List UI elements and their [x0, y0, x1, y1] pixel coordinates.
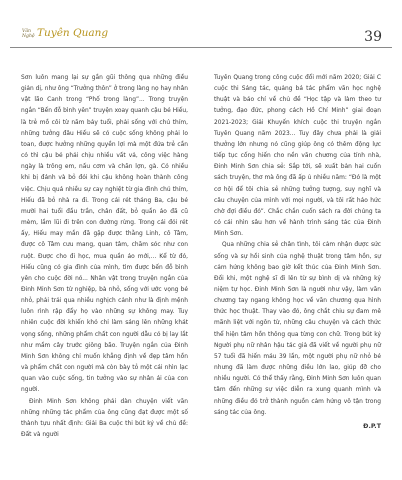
logo-main-text: Tuyên Quang [37, 27, 109, 39]
author-signature: Đ.P.T [363, 422, 381, 430]
logo-small-text: Văn Nghệ [22, 29, 35, 39]
paragraph: Đinh Minh Sơn không phải dàn chuyện viết văn những những tác phẩm của ông cũng đạt được một số thành tựu nhất định: Giải Ba cuộc thi bút ký về chủ đề: Đất và người [21, 398, 188, 438]
magazine-logo [22, 27, 108, 39]
right-column [214, 73, 381, 432]
paragraph: Tuyên Quang trong công cuộc đổi mới năm 2020; Giải C cuộc thi Sáng tác, quảng bá tác phẩm văn học nghệ thuật và báo chí về chủ đề “Học tập và làm theo tư tưởng, đạo đức, phong cách Hồ Chí Minh” giai đoạn 2021-2023; Giải Khuyến khích cuộc thi truyện ngắn Tuyên Quang năm 2023... Tuy đây chưa phải là giải thưởng lớn nhưng nó cũng giúp ông có thêm động lực tiếp tục cống hiến cho nền văn chương của tỉnh nhà, Đinh Minh Sơn chia sẻ: Sắp tới, sẽ xuất bản hai cuốn sách truyện, thơ mà ông đã ấp ủ nhiều năm: “Đó là một cơ hội để tôi chia sẻ những tưởng tượng, suy nghĩ và câu chuyện của mình với mọi người, và tôi rất háo hức chờ đợi điều đó”. Chắc chắn cuốn sách ra đời chúng ta có cái nhìn sâu hơn về hành trình sáng tác của Đinh Minh Sơn. [214, 75, 381, 238]
paragraph: Qua những chia sẻ chân tình, tôi cảm nhận được sức sống và sự hồi sinh của nghệ thuật trong tâm hồn, sự cảm hứng không bao giờ kết thúc của Đinh Minh Sơn. Đối khi, một nghệ sĩ đi lên từ sự bình dị và những kỷ niệm tự học. Đinh Minh Sơn là người như vậy, làm văn chương tay ngang không học về văn chương qua hình thức học thuật. Thay vào đó, ông chắt chiu sự đam mê mãnh liệt với ngôn từ, những câu chuyện và cách thức thể hiện tâm hồn thông qua từng con chữ. Trong bút ký Người phụ nữ nhân hậu tác giả đã viết về người phụ nữ 57 tuổi đã hiến máu 39 lần, một người phụ nữ nhỏ bé nhưng đã làm được những điều lớn lao, giúp đỡ cho nhiều người. Có thể thấy rằng, Đinh Minh Sơn luôn quan tâm đến những sự việc diễn ra xung quanh mình và những điều đó trở thành nguồn cảm hứng vô tận trong sáng tác của ông. [214, 242, 381, 416]
paragraph: Sơn luôn mang lại sự gần gũi thông qua những điều giản dị, như ông “Trưởng thôn” ở trong làng nọ hay nhân vật lão Canh trong “Phố trong làng”... Trong truyện ngắn “Bến đỗ bình yên” truyện xoay quanh cậu bé Hiếu, là trẻ mồ côi từ năm bảy tuổi, phải sống với chú thím, những tưởng đâu Hiếu sẽ có cuộc sống không phải lo toan, được hưởng những quyền lợi mà một đứa trẻ cần có thì cậu bé phải chịu nhiều vất vả, công việc hàng ngày là trông em, nấu cơm và chăn lợn, gà. Có nhiều khi bị đánh và bỏ đói khi cậu không hoàn thành công việc. Chịu quá nhiều sự cay nghiệt từ gia đình chú thím, Hiếu đã bỏ nhà ra đi. Trong cái rét tháng Ba, cậu bé mười hai tuổi đầu trần, chân đất, bỏ quần áo đã cũ mèm, lầm lũi đi trên con đường rừng. Trong cái đói rét ấy, Hiếu may mắn đã gặp được thằng Linh, cô Tâm, được cô Tâm cưu mang, quan tâm, chăm sóc như con ruột. Được cho đi học, mua quần áo mới,... Kể từ đó, Hiếu cũng có gia đình của mình, tìm được bến đỗ bình yên cho cuộc đời nó... Nhân vật trong truyện ngắn của Đinh Minh Sơn từ nghiệp, bà nhỏ, sống với ước vọng bé nhỏ, phải trải qua nhiều nghịch cảnh như là định mệnh luôn rình rập đẩy họ vào những sự không may. Tuy nhiên cuộc đời khiến khó chỉ làm sáng lên những khát vọng sống, những phẩm chất con người dẫu có bị lay lắt như mầm cây trước giông bão. Truyện ngắn của Đinh Minh Sơn không chỉ muốn khẳng định về đẹp tâm hồn và phẩm chất con người mà còn bày tỏ một cái nhìn lạc quan vào cuộc sống, tin tưởng vào sự nhân ái của con người. [21, 75, 188, 394]
page-header [10, 24, 392, 48]
left-column [21, 73, 188, 441]
page-number: 39 [364, 29, 382, 45]
header-divider [10, 47, 392, 48]
